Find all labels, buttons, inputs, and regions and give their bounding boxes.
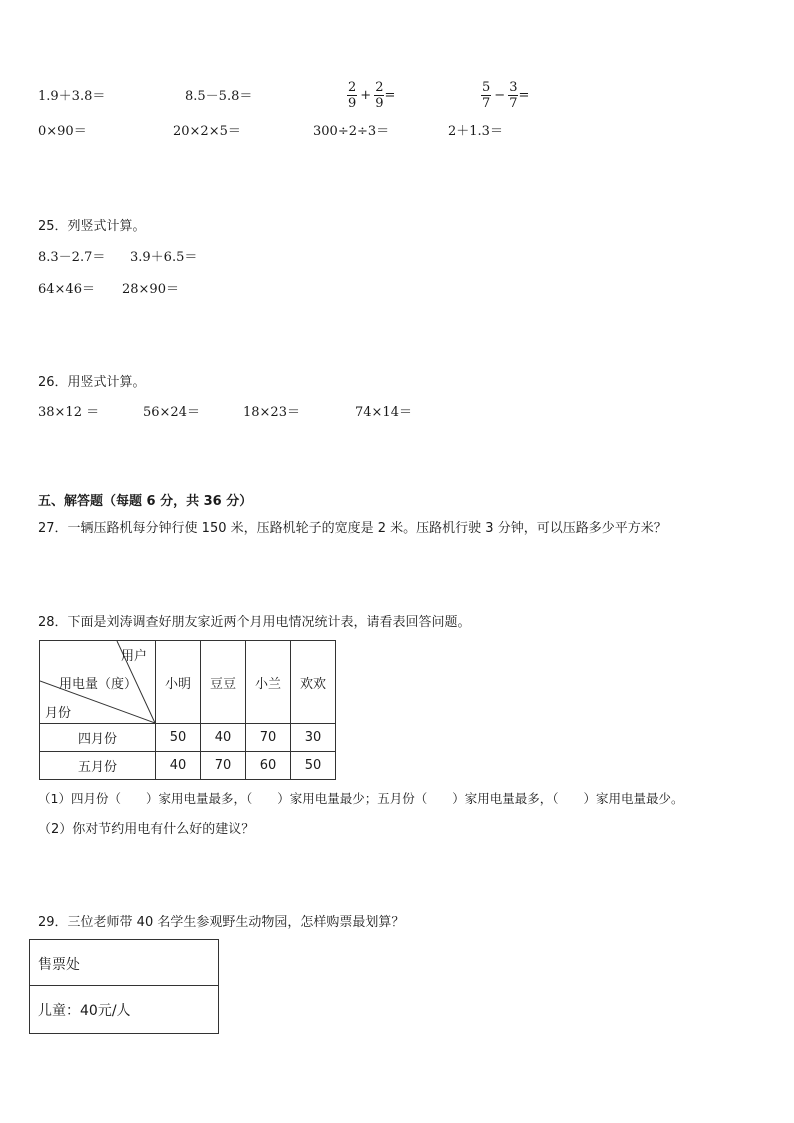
ticket-office-box xyxy=(29,939,219,1034)
fraction xyxy=(508,81,518,110)
expr-8-5-minus-5-8: 8.5－5.8＝ xyxy=(185,89,253,104)
column-header-xiaoming: 小明 xyxy=(156,641,201,724)
question-28-sub-1: （1）四月份（ ）家用电量最多，（ ）家用电量最少；五月份（ ）家用电量最多，（ ）家用电量最少。 xyxy=(38,791,684,806)
table-cell: 40 xyxy=(156,752,201,780)
numerator: 5 xyxy=(482,80,491,95)
question-28-sub-2: （2）你对节约用电有什么好的建议？ xyxy=(38,822,255,837)
expr-fraction-sum xyxy=(347,81,395,110)
table-cell: 70 xyxy=(246,724,291,752)
table-cell: 50 xyxy=(156,724,201,752)
operator: + xyxy=(360,88,372,103)
row-label-april: 四月份 xyxy=(40,724,156,752)
numerator: 2 xyxy=(375,80,384,95)
table-cell: 30 xyxy=(291,724,336,752)
table-cell: 40 xyxy=(201,724,246,752)
table-header-row xyxy=(40,641,336,724)
expr-1-9-plus-3-8: 1.9＋3.8＝ xyxy=(38,89,106,104)
denominator: 9 xyxy=(375,96,384,111)
ticket-box-body xyxy=(30,986,218,1033)
q26-item: 56×24＝ xyxy=(143,405,200,420)
expr-2-plus-1-3: 2＋1.3＝ xyxy=(448,124,503,139)
expr-20-times-2-times-5: 20×2×5＝ xyxy=(173,124,241,139)
electricity-usage-table xyxy=(39,640,336,780)
denominator: 9 xyxy=(348,96,357,111)
question-29-text: 29．三位老师带 40 名学生参观野生动物园，怎样购票最划算？ xyxy=(38,915,405,930)
expr-300-div-2-div-3: 300÷2÷3＝ xyxy=(313,124,390,139)
corner-label-month: 月份 xyxy=(45,706,72,721)
operator: − xyxy=(494,88,506,103)
table-row xyxy=(40,724,336,752)
child-ticket-price: 儿童：40元/人 xyxy=(38,1003,131,1019)
column-header-xiaolan: 小兰 xyxy=(246,641,291,724)
denominator: 7 xyxy=(482,96,491,111)
numerator: 3 xyxy=(509,80,518,95)
table-corner-cell xyxy=(40,641,156,724)
column-header-doudou: 豆豆 xyxy=(201,641,246,724)
expr-0-times-90: 0×90＝ xyxy=(38,124,87,139)
q25-item: 8.3－2.7＝ xyxy=(38,250,106,265)
equals-sign: = xyxy=(518,88,530,103)
question-28-text: 28．下面是刘涛调查好朋友家近两个月用电情况统计表，请看表回答问题。 xyxy=(38,615,471,630)
corner-label-usage: 用电量（度） xyxy=(59,677,138,692)
fraction xyxy=(481,81,491,110)
q25-item: 28×90＝ xyxy=(122,282,179,297)
table-cell: 50 xyxy=(291,752,336,780)
q26-item: 38×12 ＝ xyxy=(38,405,100,420)
table-cell: 60 xyxy=(246,752,291,780)
q26-item: 18×23＝ xyxy=(243,405,300,420)
expr-fraction-difference xyxy=(481,81,529,110)
denominator: 7 xyxy=(509,96,518,111)
table-cell: 70 xyxy=(201,752,246,780)
q25-item: 64×46＝ xyxy=(38,282,95,297)
column-header-huanhuan: 欢欢 xyxy=(291,641,336,724)
fraction xyxy=(347,81,357,110)
section-5-title: 五、解答题（每题 6 分，共 36 分） xyxy=(38,494,253,509)
table-row xyxy=(40,752,336,780)
corner-label-user: 用户 xyxy=(121,649,148,664)
ticket-box-header xyxy=(30,940,218,986)
equals-sign: = xyxy=(384,88,396,103)
numerator: 2 xyxy=(348,80,357,95)
fraction xyxy=(374,81,384,110)
q25-item: 3.9＋6.5＝ xyxy=(130,250,198,265)
question-25-title: 25．列竖式计算。 xyxy=(38,219,146,234)
q26-item: 74×14＝ xyxy=(355,405,412,420)
question-26-title: 26．用竖式计算。 xyxy=(38,375,146,390)
question-27-text: 27．一辆压路机每分钟行使 150 米，压路机轮子的宽度是 2 米。压路机行驶 3 分钟，可以压路多少平方米？ xyxy=(38,521,667,536)
row-label-may: 五月份 xyxy=(40,752,156,780)
ticket-box-title: 售票处 xyxy=(38,957,80,973)
